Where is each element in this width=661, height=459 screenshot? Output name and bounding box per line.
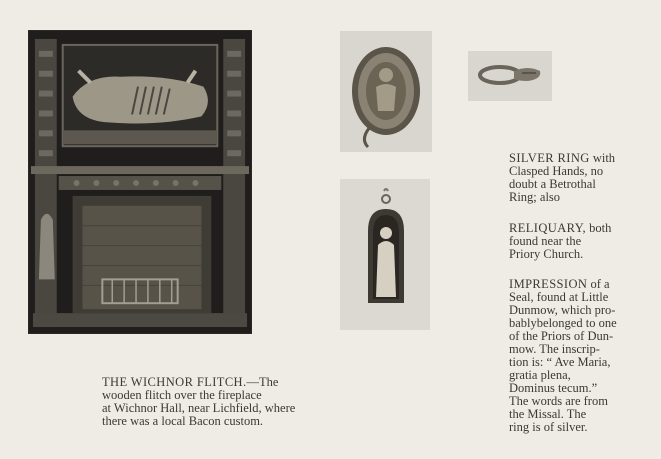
silver-ring-caption (509, 152, 633, 204)
seal-caption-line: gratia plena, (509, 368, 571, 382)
reliquary-photo (340, 179, 430, 330)
reliquary-caption-line: Priory Church. (509, 247, 584, 261)
seal-caption-line: Seal, found at Little (509, 290, 609, 304)
seal-impression-photo (340, 31, 432, 152)
seal-caption-line: of a (587, 277, 610, 291)
reliquary-caption (509, 222, 633, 261)
flitch-caption-title: THE WICHNOR FLITCH. (102, 375, 247, 389)
ring-caption-line: with (589, 151, 616, 165)
silver-ring-photo (468, 51, 552, 101)
fireplace-illustration (29, 31, 251, 333)
ring-illustration (468, 51, 552, 101)
seal-caption-line: bablybelonged to one (509, 316, 617, 330)
seal-caption-line: of the Priors of Dun- (509, 329, 614, 343)
wichnor-flitch-photo (28, 30, 252, 334)
flitch-caption-line: there was a local Bacon custom. (102, 414, 264, 428)
reliquary-caption-line: both (586, 221, 612, 235)
reliquary-illustration (340, 179, 430, 330)
seal-impression-caption (509, 278, 633, 434)
reliquary-caption-title: RELIQUARY, (509, 221, 587, 235)
wichnor-flitch-caption (102, 376, 327, 428)
seal-caption-line: ring is of silver. (509, 420, 588, 434)
ring-caption-line: Ring; also (509, 190, 561, 204)
reliquary-caption-line: found near the (509, 234, 582, 248)
seal-illustration (340, 31, 432, 152)
seal-caption-line: mow. The inscrip- (509, 342, 600, 356)
seal-caption-line: Dominus tecum.” (509, 381, 598, 395)
seal-caption-line: the Missal. The (509, 407, 587, 421)
seal-caption-line: tion is: “ Ave Maria, (509, 355, 611, 369)
seal-caption-title: IMPRESSION (509, 277, 588, 291)
flitch-caption-line: wooden flitch over the fireplace (102, 388, 262, 402)
ring-caption-title: SILVER RING (509, 151, 590, 165)
ring-caption-line: doubt a Betrothal (509, 177, 596, 191)
seal-caption-line: The words are from (509, 394, 608, 408)
ring-caption-line: Clasped Hands, no (509, 164, 604, 178)
flitch-caption-line: —The (246, 375, 279, 389)
seal-caption-line: Dunmow, which pro- (509, 303, 616, 317)
flitch-caption-line: at Wichnor Hall, near Lichfield, where (102, 401, 296, 415)
